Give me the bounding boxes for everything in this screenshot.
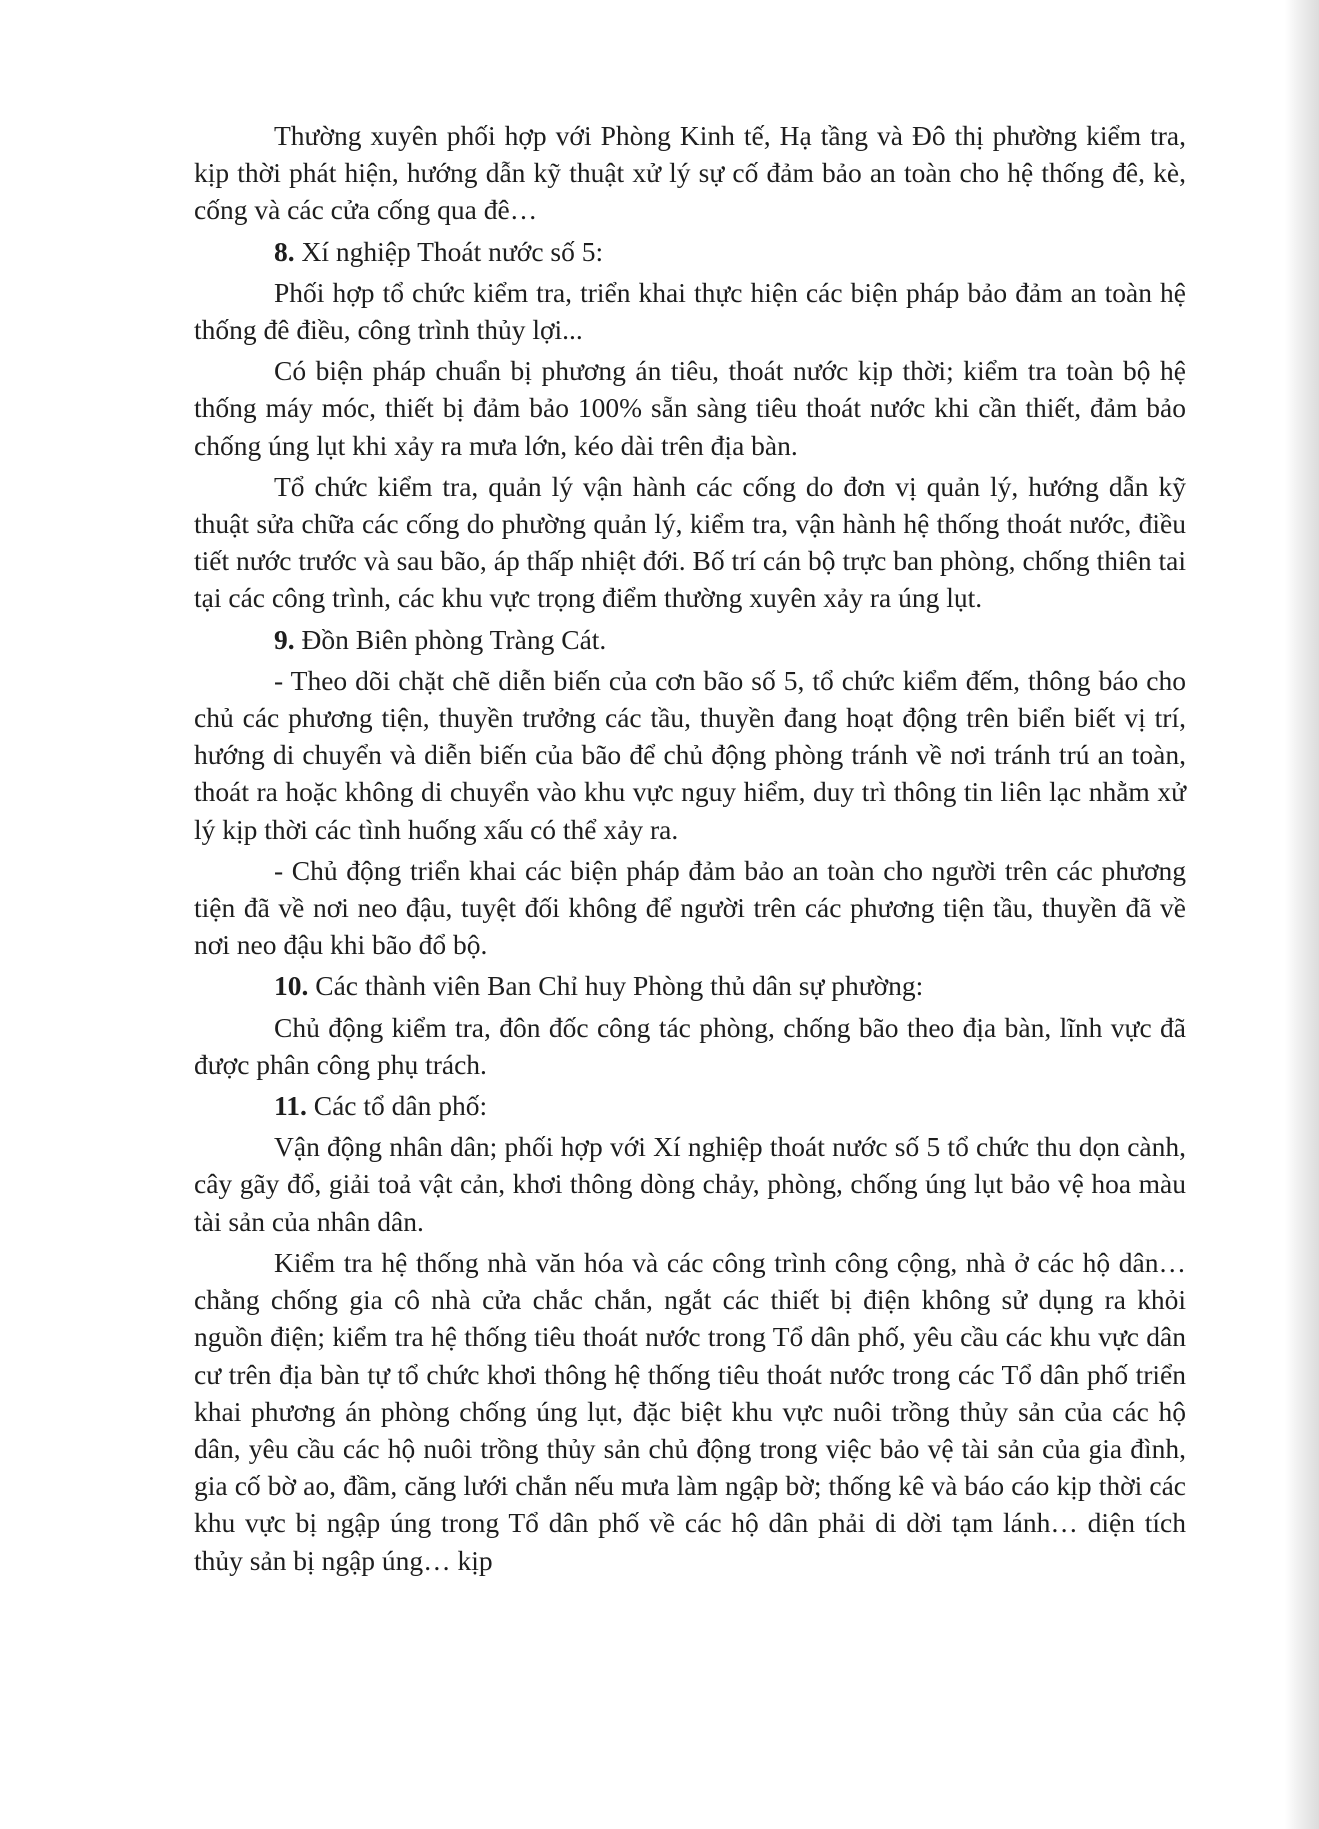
page-edge-shadow <box>1285 0 1319 1829</box>
paragraph: Tổ chức kiểm tra, quản lý vận hành các cống do đơn vị quản lý, hướng dẫn kỹ thuật sửa chữa các cống do phường quản lý, kiểm tra, vận hành hệ thống thoát nước, điều tiết nước trước và sau bão, áp thấp nhiệt đới. Bố trí cán bộ trực ban phòng, chống thiên tai tại các công trình, các khu vực trọng điểm thường xuyên xảy ra úng lụt. <box>194 470 1186 614</box>
section-title: Các tổ dân phố: <box>306 1090 488 1122</box>
paragraph: - Theo dõi chặt chẽ diễn biến của cơn bão số 5, tổ chức kiểm đếm, thông báo cho chủ các phương tiện, thuyền trưởng các tầu, thuyền đang hoạt động trên biển biết vị trí, hướng di chuyển và diễn biến của bão để chủ động phòng tránh về nơi tránh trú an toàn, thoát ra hoặc không di chuyển vào khu vực nguy hiểm, duy trì thông tin liên lạc nhằm xử lý kịp thời các tình huống xấu có thể xảy ra. <box>194 664 1186 845</box>
paragraph: Kiểm tra hệ thống nhà văn hóa và các công trình công cộng, nhà ở các hộ dân… chằng chống gia cô nhà cửa chắc chắn, ngắt các thiết bị điện không sử dụng ra khỏi nguồn điện; kiểm tra hệ thống tiêu thoát nước trong Tổ dân phố, yêu cầu các khu vực dân cư trên địa bàn tự tổ chức khơi thông hệ thống tiêu thoát nước trong các Tổ dân phố triển khai phương án phòng chống úng lụt, đặc biệt khu vực nuôi trồng thủy sản của các hộ dân, yêu cầu các hộ nuôi trồng thủy sản chủ động trong việc bảo vệ tài sản của gia đình, gia cố bờ ao, đầm, căng lưới chắn nếu mưa làm ngập bờ; thống kê và báo cáo kịp thời các khu vực bị ngập úng trong Tổ dân phố về các hộ dân phải di dời tạm lánh… diện tích thủy sản bị ngập úng… kịp <box>194 1246 1186 1576</box>
paragraph: Có biện pháp chuẩn bị phương án tiêu, thoát nước kịp thời; kiểm tra toàn bộ hệ thống máy móc, thiết bị đảm bảo 100% sẵn sàng tiêu thoát nước khi cần thiết, đảm bảo chống úng lụt khi xảy ra mưa lớn, kéo dài trên địa bàn. <box>194 355 1186 461</box>
section-heading-11 <box>194 1087 1186 1124</box>
section-heading-9 <box>194 621 1186 658</box>
section-heading-10 <box>194 967 1186 1004</box>
section-number: 8. <box>274 235 295 267</box>
section-number: 9. <box>274 623 295 655</box>
section-title: Các thành viên Ban Chỉ huy Phòng thủ dân sự phường: <box>308 970 924 1002</box>
section-number: 10. <box>274 970 309 1002</box>
paragraph: - Chủ động triển khai các biện pháp đảm bảo an toàn cho người trên các phương tiện đã về nơi neo đậu, tuyệt đối không để người trên các phương tiện tầu, thuyền đã về nơi neo đậu khi bão đổ bộ. <box>194 854 1186 961</box>
paragraph: Phối hợp tổ chức kiểm tra, triển khai thực hiện các biện pháp bảo đảm an toàn hệ thống đê điều, công trình thủy lợi... <box>194 276 1186 346</box>
paragraph: Thường xuyên phối hợp với Phòng Kinh tế, Hạ tầng và Đô thị phường kiểm tra, kịp thời phát hiện, hướng dẫn kỹ thuật xử lý sự cố đảm bảo an toàn cho hệ thống đê, kè, cống và các cửa cống qua đê… <box>194 120 1186 226</box>
paragraph: Chủ động kiểm tra, đôn đốc công tác phòng, chống bão theo địa bàn, lĩnh vực đã được phân công phụ trách. <box>194 1011 1186 1080</box>
section-title: Đồn Biên phòng Tràng Cát. <box>294 623 607 655</box>
section-title: Xí nghiệp Thoát nước số 5: <box>294 235 604 267</box>
section-heading-8 <box>194 233 1186 270</box>
document-body <box>194 117 1186 1583</box>
paragraph: Vận động nhân dân; phối hợp với Xí nghiệp thoát nước số 5 tổ chức thu dọn cành, cây gãy đổ, giải toả vật cản, khơi thông dòng chảy, phòng, chống úng lụt bảo vệ hoa màu tài sản của nhân dân. <box>194 1131 1186 1237</box>
section-number: 11. <box>274 1090 307 1122</box>
